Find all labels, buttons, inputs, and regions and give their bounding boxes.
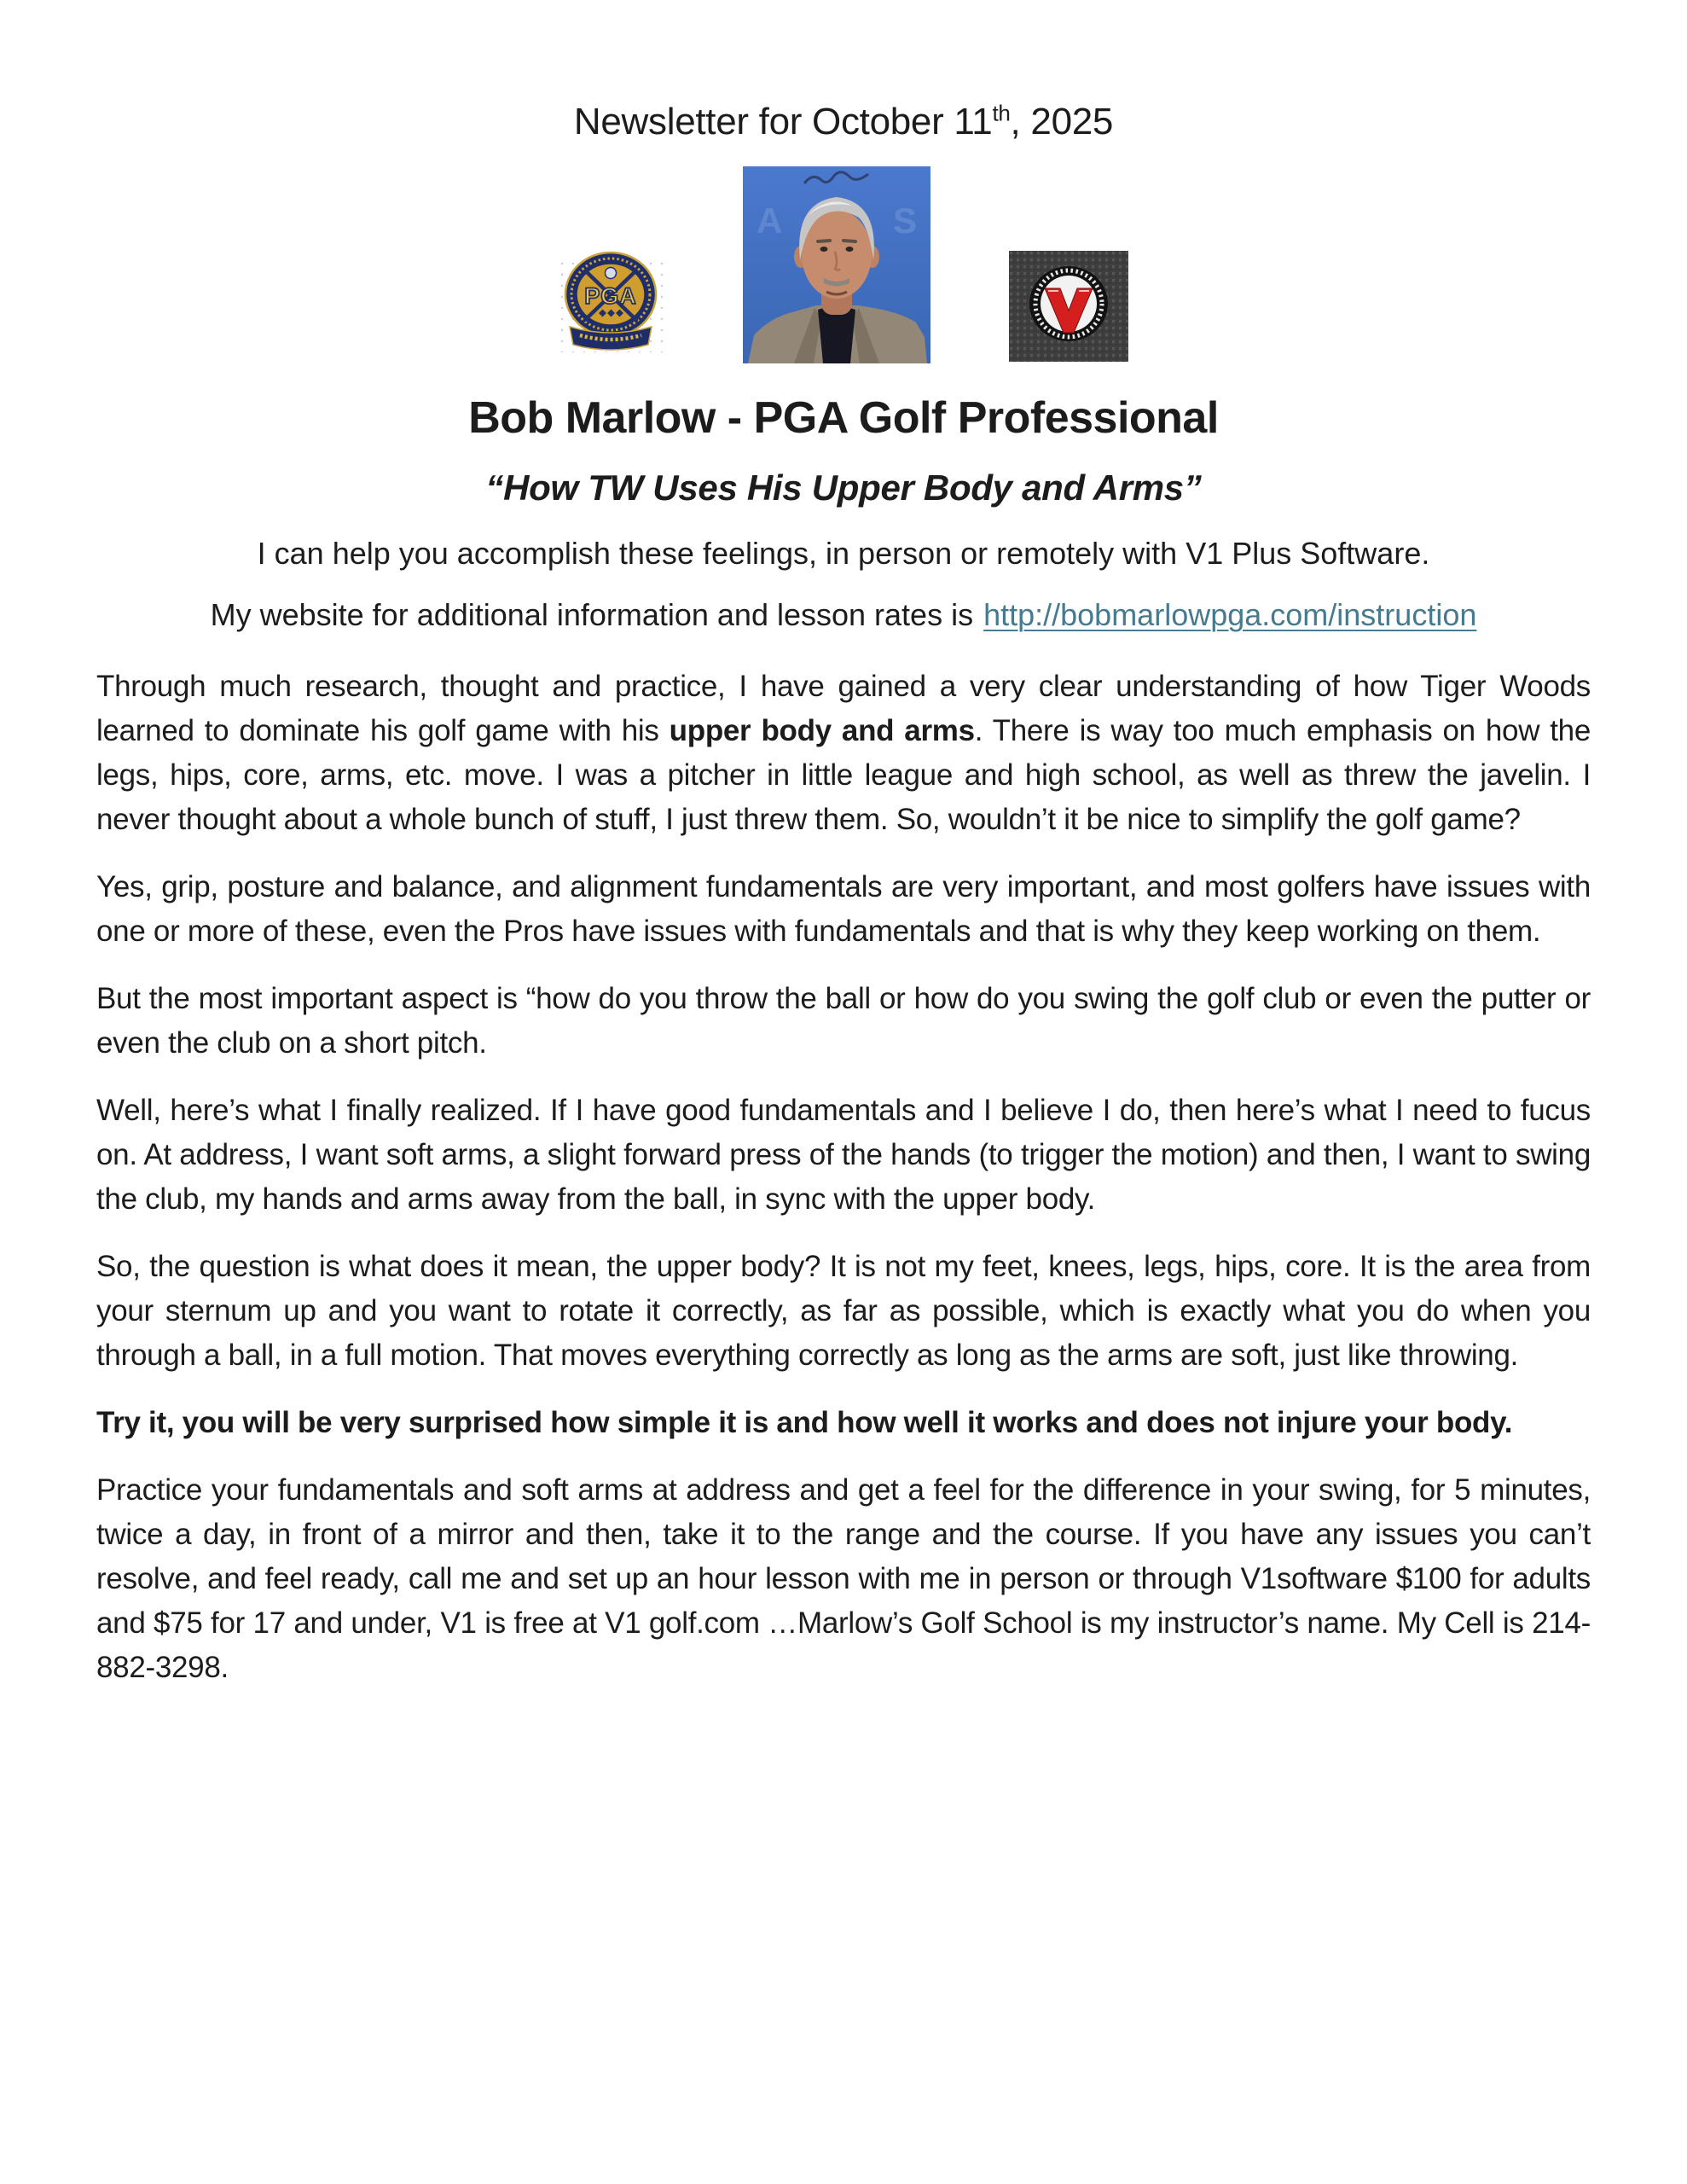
paragraph-5: So, the question is what does it mean, the upper body? It is not my feet, knees, legs, hips, core. It is the area from your sternum up and you want to rotate it correctly, as far as possible, which is exactly what you do when you through a ball, in a full motion. That moves everything correctly as long as the arms are soft, just like throwing. xyxy=(96,1249,1591,1372)
pga-logo-image xyxy=(559,250,664,356)
svg-text:S: S xyxy=(892,200,917,241)
paragraph-7: Practice your fundamentals and soft arms at address and get a feel for the difference in your swing, for 5 minutes, twice a day, in front of a mirror and then, take it to the range and the course. If you have any issues you can’t resolve, and feel ready, call me and set up an hour lesson with me in person or through V1software $100 for adults and $75 for 17 and under, V1 is free at V1 golf.com …Marlow’s Golf School is my instructor’s name. My Cell is 214-882-3298. xyxy=(96,1472,1591,1684)
article-body xyxy=(96,665,1591,1690)
website-line-prefix: My website for additional information and lesson rates is xyxy=(210,596,974,632)
paragraph-1-text-a: Through much research, thought and practice, I have gained a very clear understanding of how Tiger Woods learned to dominate his golf game with his xyxy=(96,669,1591,747)
article-subtitle: “How TW Uses His Upper Body and Arms” xyxy=(485,467,1202,508)
paragraph-3: But the most important aspect is “how do you throw the ball or how do you swing the golf club or even the putter or even the club on a short pitch. xyxy=(96,981,1591,1060)
paragraph-2: Yes, grip, posture and balance, and alignment fundamentals are very important, and most golfers have issues with one or more of these, even the Pros have issues with fundamentals and that is why they keep working on them. xyxy=(96,869,1591,948)
svg-text:A: A xyxy=(756,200,782,241)
author-title: Bob Marlow - PGA Golf Professional xyxy=(468,392,1219,443)
intro-line: I can help you accomplish these feelings, in person or remotely with V1 Plus Software. xyxy=(257,535,1430,571)
v1-golf-logo-image xyxy=(1009,251,1128,362)
paragraph-1 xyxy=(96,665,1591,842)
paragraph-1-bold-phrase: upper body and arms xyxy=(669,713,975,747)
title-prefix: Newsletter for October 11 xyxy=(573,101,993,142)
title-suffix: , 2025 xyxy=(1010,101,1114,142)
paragraph-1-text-b: . There is way too much emphasis on how the legs, hips, core, arms, etc. move. I was a pitcher in little league and high school, as well as threw the javelin. I never thought about a whole bunch of stuff, I just threw them. So, wouldn’t it be nice to simplify the golf game? xyxy=(96,713,1591,836)
pga-logo-text: PGA xyxy=(583,282,637,309)
page-title xyxy=(96,101,1591,144)
website-link[interactable]: http://bobmarlowpga.com/instruction xyxy=(983,596,1477,632)
title-superscript: th xyxy=(992,100,1011,126)
header-images-row xyxy=(96,166,1591,363)
portrait-photo-image xyxy=(743,166,930,363)
paragraph-4: Well, here’s what I finally realized. If I have good fundamentals and I believe I do, then here’s what I need to fucus on. At address, I want soft arms, a slight forward press of the hands (to trigger the motion) and then, I want to swing the club, my hands and arms away from the ball, in sync with the upper body. xyxy=(96,1093,1591,1216)
website-line xyxy=(96,597,1591,633)
paragraph-6-bold: Try it, you will be very surprised how simple it is and how well it works and does not injure your body. xyxy=(96,1405,1513,1439)
